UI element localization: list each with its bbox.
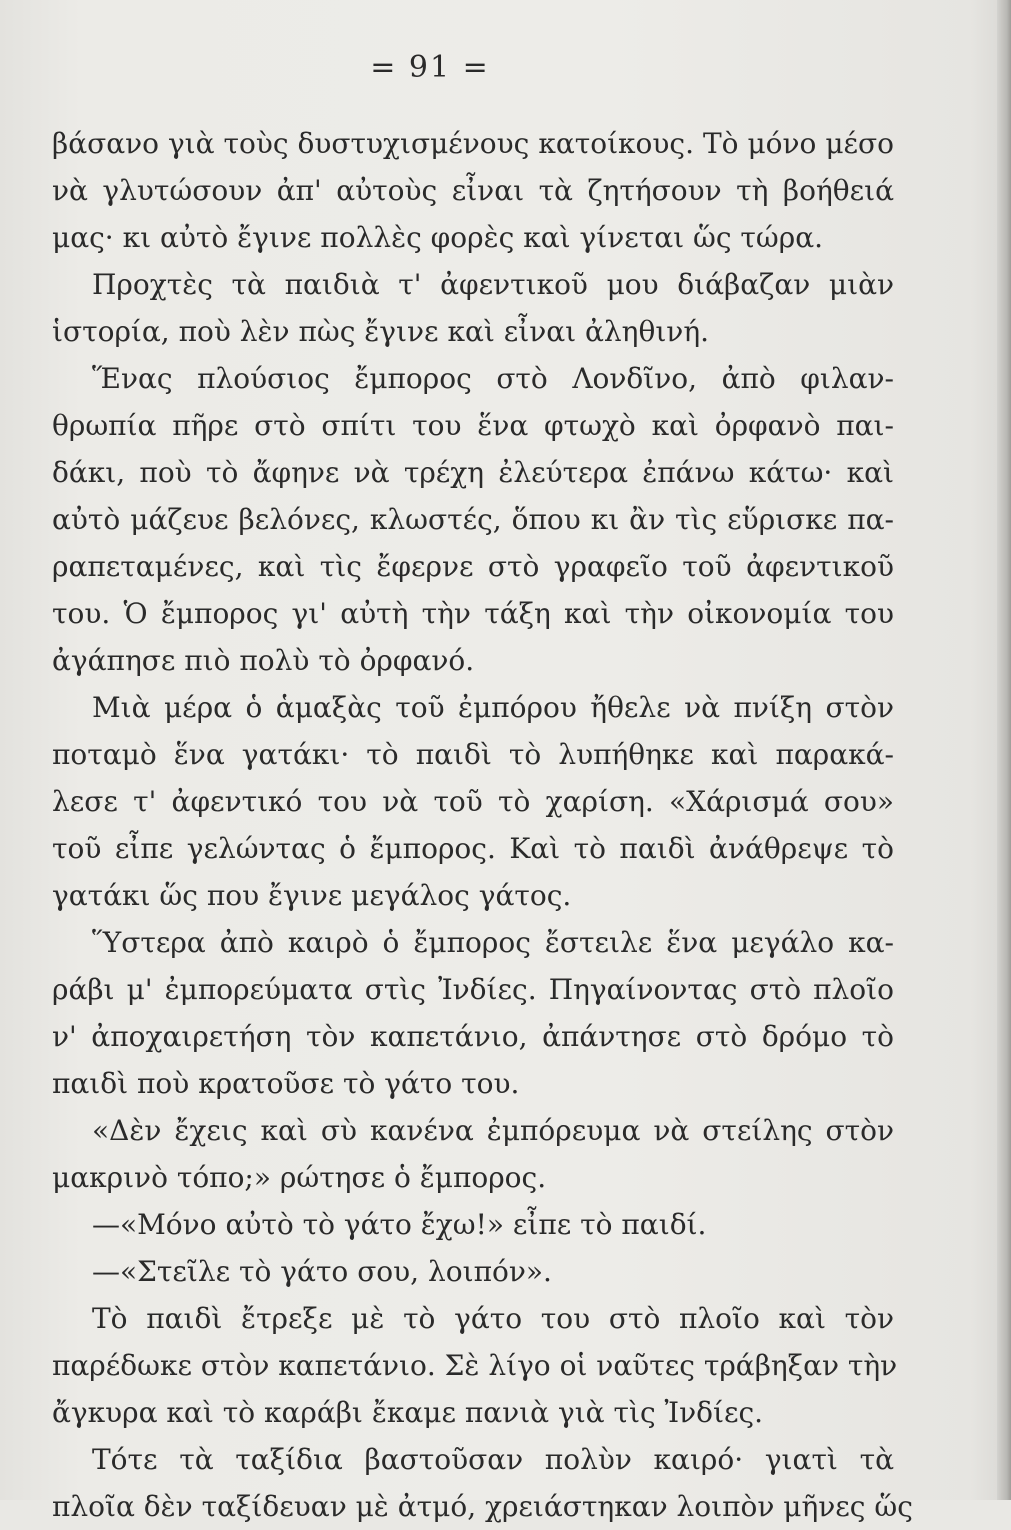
text-line: νὰ γλυτώσουν ἀπ' αὐτοὺς εἶναι τὰ ζητήσουν τὴ βοήθειά — [52, 174, 894, 207]
text-line: παιδὶ ποὺ κρατοῦσε τὸ γάτο του. — [52, 1067, 520, 1100]
text-line: ἱστορία, ποὺ λὲν πὼς ἔγινε καὶ εἶναι ἀληθινή. — [52, 315, 709, 348]
text-line: λεσε τ' ἀφεντικό του νὰ τοῦ τὸ χαρίση. «Χάρισμά σου» — [52, 785, 894, 818]
text-line: —«Στεῖλε τὸ γάτο σου, λοιπόν». — [92, 1255, 552, 1288]
page-number: = 91 = — [370, 50, 490, 85]
text-line: ραπεταμένες, καὶ τὶς ἔφερνε στὸ γραφεῖο τοῦ ἀφεντικοῦ — [52, 550, 894, 583]
text-line: Προχτὲς τὰ παιδιὰ τ' ἀφεντικοῦ μου διάβαζαν μιὰν — [92, 268, 894, 301]
text-line: παρέδωκε στὸν καπετάνιο. Σὲ λίγο οἱ ναῦτες τράβηξαν τὴν — [52, 1349, 898, 1382]
text-line: γατάκι ὥς που ἔγινε μεγάλος γάτος. — [52, 879, 572, 912]
text-line: δάκι, ποὺ τὸ ἄφηνε νὰ τρέχη ἐλεύτερα ἐπάνω κάτω· καὶ — [52, 456, 894, 489]
text-line: ν' ἀποχαιρετήση τὸν καπετάνιο, ἀπάντησε στὸ δρόμο τὸ — [52, 1020, 894, 1053]
text-line: πλοῖα δὲν ταξίδευαν μὲ ἀτμό, χρειάστηκαν λοιπὸν μῆνες ὥς — [52, 1490, 913, 1523]
text-line: ἀγάπησε πιὸ πολὺ τὸ ὀρφανό. — [52, 644, 475, 677]
text-line: τοῦ εἶπε γελώντας ὁ ἔμπορος. Καὶ τὸ παιδὶ ἀνάθρεψε τὸ — [52, 832, 894, 865]
text-line: βάσανο γιὰ τοὺς δυστυχισμένους κατοίκους. Τὸ μόνο μέσο — [52, 127, 894, 160]
text-line: «Δὲν ἔχεις καὶ σὺ κανένα ἐμπόρευμα νὰ στείλης στὸν — [92, 1114, 894, 1147]
text-line: Ἕνας πλούσιος ἔμπορος στὸ Λονδῖνο, ἀπὸ φιλαν- — [92, 362, 894, 395]
text-line: Τότε τὰ ταξίδια βαστοῦσαν πολὺν καιρό· γιατὶ τὰ — [92, 1443, 894, 1476]
page-edge-shadow — [997, 0, 1011, 1500]
text-line: αὐτὸ μάζευε βελόνες, κλωστές, ὅπου κι ἂν τὶς εὕρισκε πα- — [52, 503, 894, 536]
text-line: μας· κι αὐτὸ ἔγινε πολλὲς φορὲς καὶ γίνεται ὥς τώρα. — [52, 221, 824, 254]
text-line: Μιὰ μέρα ὁ ἁμαξὰς τοῦ ἐμπόρου ἤθελε νὰ πνίξη στὸν — [92, 691, 894, 724]
text-line: Ὕστερα ἀπὸ καιρὸ ὁ ἔμπορος ἔστειλε ἕνα μεγάλο κα- — [92, 926, 894, 959]
text-line: θρωπία πῆρε στὸ σπίτι του ἕνα φτωχὸ καὶ ὀρφανὸ παι- — [52, 409, 894, 442]
text-line: του. Ὁ ἔμπορος γι' αὐτὴ τὴν τάξη καὶ τὴν οἰκονομία του — [52, 597, 894, 630]
text-line: ράβι μ' ἐμπορεύματα στὶς Ἰνδίες. Πηγαίνοντας στὸ πλοῖο — [52, 973, 894, 1006]
body-text — [52, 120, 913, 1530]
text-line: ποταμὸ ἕνα γατάκι· τὸ παιδὶ τὸ λυπήθηκε καὶ παρακά- — [52, 738, 894, 771]
text-line: ἄγκυρα καὶ τὸ καράβι ἔκαμε πανιὰ γιὰ τὶς Ἰνδίες. — [52, 1396, 764, 1429]
text-line: Τὸ παιδὶ ἔτρεξε μὲ τὸ γάτο του στὸ πλοῖο καὶ τὸν — [92, 1302, 894, 1335]
text-line: —«Μόνο αὐτὸ τὸ γάτο ἔχω!» εἶπε τὸ παιδί. — [92, 1208, 707, 1241]
text-line: μακρινὸ τόπο;» ρώτησε ὁ ἔμπορος. — [52, 1161, 547, 1194]
